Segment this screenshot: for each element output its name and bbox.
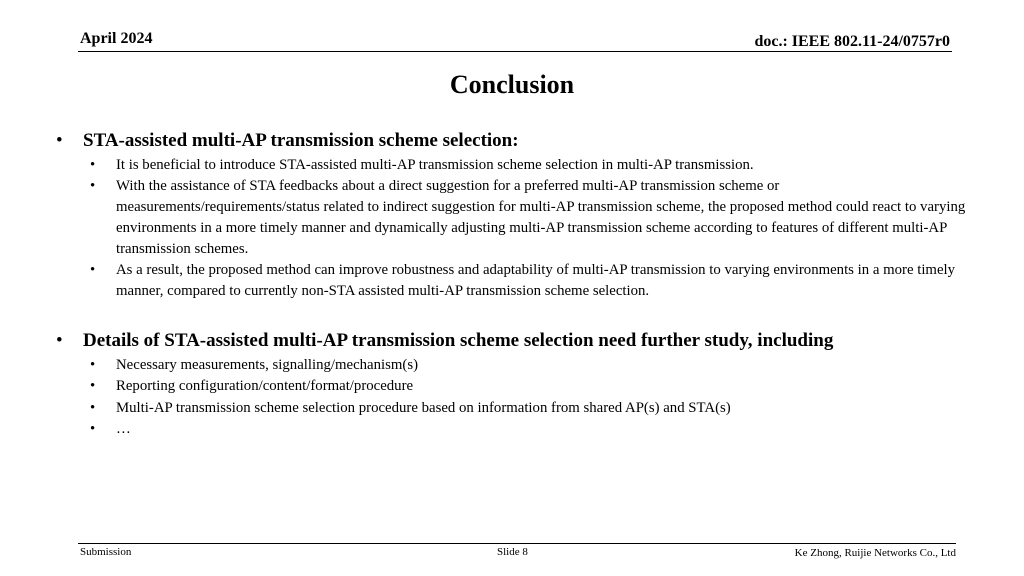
section-heading-1 (56, 128, 976, 153)
footer-slide-number: Slide 8 (497, 546, 528, 558)
list-item-text: Necessary measurements, signalling/mechanism(s) (116, 357, 419, 374)
bullet-icon: • (90, 378, 96, 395)
section-heading-text: STA-assisted multi-AP transmission scheme selection: (83, 130, 519, 151)
list-item (56, 155, 976, 176)
list-item (56, 355, 976, 376)
bullet-icon: • (90, 420, 96, 437)
list-item-text: As a result, the proposed method can improve robustness and adaptability of multi-AP transmission to varying environments in a more timely manner, compared to currently non-STA assisted multi-AP transmission scheme selection. (116, 261, 956, 299)
list-item-text: With the assistance of STA feedbacks about a direct suggestion for a preferred multi-AP transmission scheme or measurements/requirements/status related to indirect suggestion for multi-AP transmission scheme, the proposed method could react to varying environments in a more timely manner and dynamically adjusting multi-AP transmission scheme according to features of different multi-AP transmission schemes. (116, 178, 966, 257)
footer-submission: Submission (80, 546, 132, 558)
slide-title: Conclusion (449, 70, 575, 99)
list-item (56, 398, 976, 419)
section-list-1 (56, 155, 976, 302)
list-item-text: It is beneficial to introduce STA-assisted multi-AP transmission scheme selection in multi-AP transmission. (116, 157, 754, 173)
list-item (56, 176, 976, 259)
header-doc-id: doc.: IEEE 802.11-24/0757r0 (754, 33, 950, 50)
footer-divider (78, 543, 956, 544)
section-spacer (56, 302, 976, 328)
header-divider (78, 51, 952, 52)
bullet-icon: • (90, 399, 96, 416)
list-item (56, 260, 976, 302)
bullet-icon: • (90, 178, 96, 195)
section-heading-text: Details of STA-assisted multi-AP transmission scheme selection need further study, including (83, 330, 834, 352)
list-item (56, 376, 976, 397)
slide-body (56, 128, 976, 440)
list-item-text: … (116, 420, 131, 437)
list-item-text: Multi-AP transmission scheme selection procedure based on information from shared AP(s) and STA(s) (116, 399, 731, 416)
list-item-text: Reporting configuration/content/format/procedure (116, 378, 414, 395)
section-list-2 (56, 355, 976, 440)
header-date: April 2024 (80, 30, 153, 47)
section-heading-2 (56, 328, 976, 353)
bullet-icon: • (90, 157, 96, 173)
bullet-icon: • (56, 330, 63, 352)
list-item (56, 419, 976, 440)
bullet-icon: • (56, 130, 63, 151)
footer-author: Ke Zhong, Ruijie Networks Co., Ltd (794, 547, 956, 559)
bullet-icon: • (90, 261, 96, 278)
bullet-icon: • (90, 357, 96, 374)
